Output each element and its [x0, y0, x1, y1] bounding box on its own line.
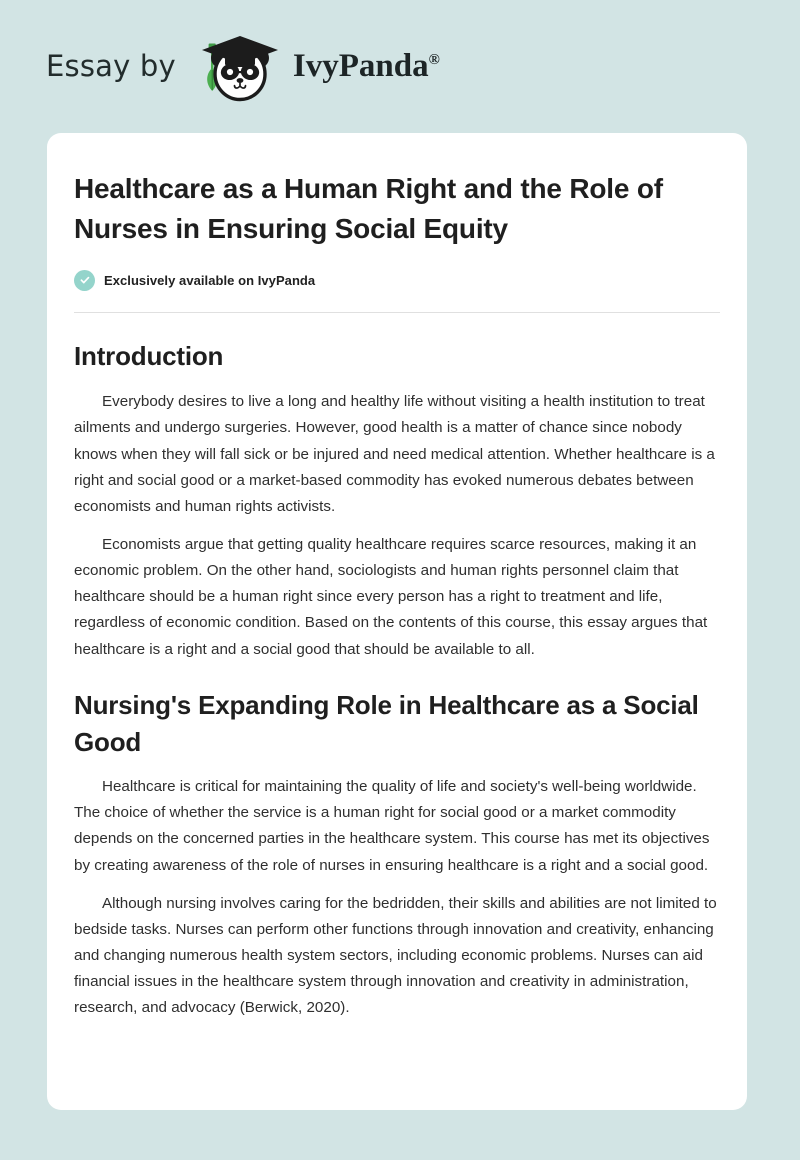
paragraph: Although nursing involves caring for the bedridden, their skills and abilities are not limited to bedside tasks. Nurses can perform other functions through innovation and creativity, enhancing and changing numerous health system sectors, including economic problems. Nurses can aid financial issues in the healthcare system through innovation and creativity in administration, research, and advocacy (Berwick, 2020).	[74, 894, 717, 1017]
essay-by-label: Essay by	[46, 49, 176, 83]
check-circle-icon	[74, 270, 95, 291]
brand-lockup[interactable]	[46, 30, 440, 104]
ivypanda-wordmark	[293, 50, 440, 83]
header-divider	[74, 312, 720, 313]
essay-card	[47, 133, 747, 1110]
paragraph: Healthcare is critical for maintaining the quality of life and society's well-being worldwide. The choice of whether the service is a human right for social good or a market commodity depends on the concerned parties in the healthcare system. This course has met its objectives by creating awareness of the role of nurses in ensuring healthcare is a right and a social good.	[74, 778, 710, 874]
brand-name-text: IvyPanda	[292, 48, 429, 84]
panda-graduate-icon	[190, 30, 286, 104]
section-heading-nursing-role: Nursing's Expanding Role in Healthcare as a Social Good	[74, 689, 699, 758]
section-heading-introduction: Introduction	[74, 340, 224, 371]
status-badge	[74, 270, 720, 291]
paragraph: Economists argue that getting quality healthcare requires scarce resources, making it an economic problem. On the other hand, sociologists and human rights personnel claim that healthcare should be a human right since every person has a right to treatment and life, regardless of economic condition. Based on the contents of this course, this essay argues that healthcare is a right and a social good that should be available to all.	[74, 536, 708, 658]
paragraph: Everybody desires to live a long and healthy life without visiting a health institution to treat ailments and undergo surgeries. However, good health is a matter of chance since nobody knows when they will fall sick or be injured and need medical attention. Whether healthcare is a right and social good or a market-based commodity has evoked numerous debates between economists and human rights activists.	[74, 393, 715, 515]
registered-mark: ®	[428, 52, 440, 68]
page-header	[0, 0, 800, 133]
status-badge-label: Exclusively available on IvyPanda	[104, 272, 316, 288]
ivypanda-logo[interactable]	[190, 30, 440, 104]
page-title: Healthcare as a Human Right and the Role of Nurses in Ensuring Social Equity	[74, 173, 663, 245]
